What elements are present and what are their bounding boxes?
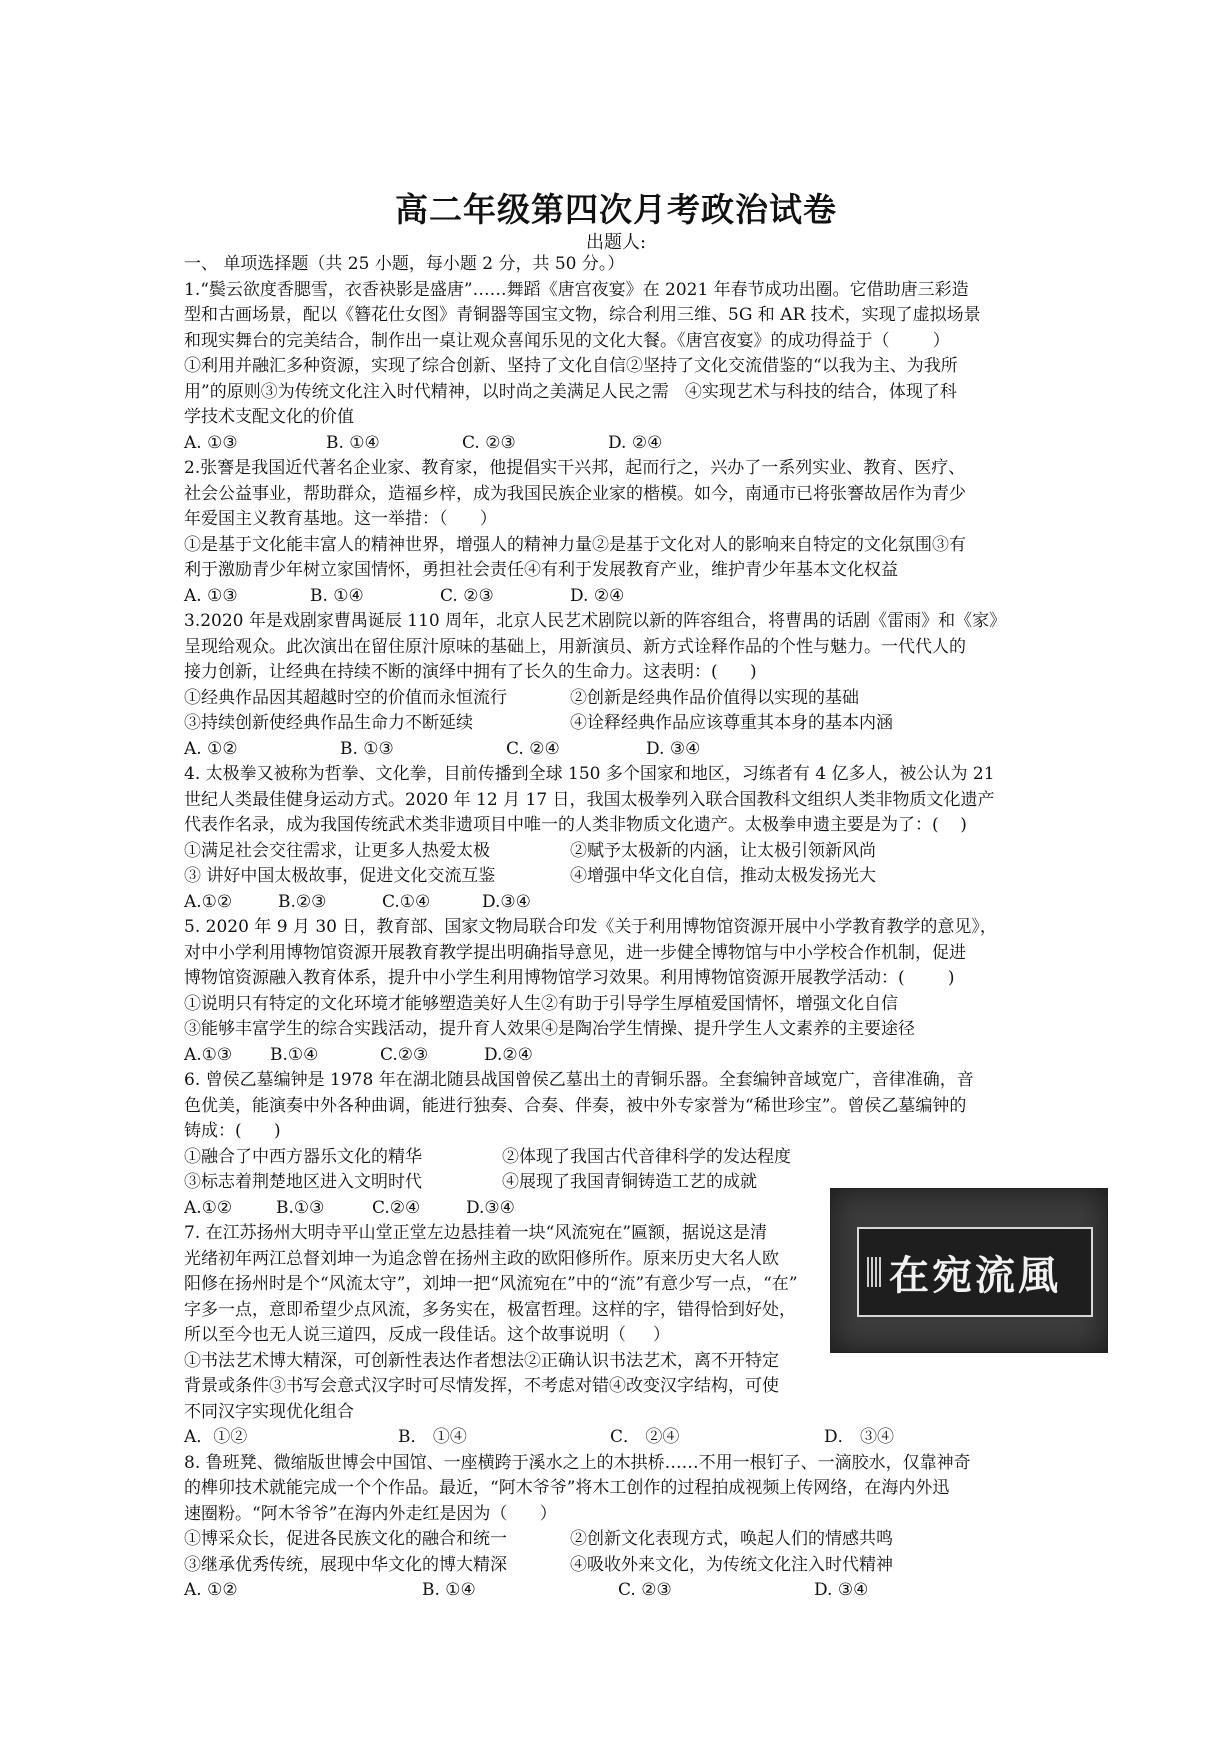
question-text-line: 4. 太极拳又被称为哲拳、文化拳，目前传播到全球 150 多个国家和地区，习练者有 4 亿多人，被公认为 21 — [184, 764, 995, 784]
question-text-line: 铸成：( ) — [184, 1121, 281, 1141]
statement-2: ②创新文化表现方式，唤起人们的情感共鸣 — [570, 1529, 893, 1549]
statement-row — [184, 686, 1046, 712]
question-text-line: 5. 2020 年 9 月 30 日，教育部、国家文物局联合印发《关于利用博物馆资源开展中小学教育教学的意见》， — [184, 917, 997, 937]
option-b: B.①③ — [276, 1197, 325, 1218]
question-text-line: 1.“鬓云欲度香腮雪，衣香袂影是盛唐”……舞蹈《唐宫夜宴》在 2021 年春节成功出圈。它借助唐三彩造 — [184, 279, 969, 300]
question-text-line: 和现实舞台的完美结合，制作出一桌让观众喜闻乐见的文化大餐。《唐宫夜宴》的成功得益于（ ） — [184, 330, 950, 351]
option-a: A. ①③ — [184, 432, 238, 453]
question-text-line: 6. 曾侯乙墓编钟是 1978 年在湖北随县战国曾侯乙墓出土的青铜乐器。全套编钟音域宽广，音律准确，音 — [184, 1070, 974, 1090]
question-text-line: 博物馆资源融入教育体系，提升中小学生利用博物馆学习效果。利用博物馆资源开展教学活动：( ) — [184, 968, 955, 988]
answer-options — [184, 1578, 1046, 1604]
statement-row — [184, 1527, 1046, 1553]
option-a: A.①② — [184, 1197, 233, 1218]
statement-row — [184, 839, 1046, 865]
statement-line: 背景或条件③书写会意式汉字时可尽情发挥，不考虑对错④改变汉字结构，可使 — [184, 1376, 779, 1396]
statement-4: ④展现了我国青铜铸造工艺的成就 — [502, 1172, 757, 1192]
option-c: C. ②③ — [462, 432, 516, 453]
answer-options — [184, 1043, 1046, 1069]
question-text-line: 8. 鲁班凳、微缩版世博会中国馆、一座横跨于溪水之上的木拱桥……不用一根钉子、一滴胶水，仅靠神奇 — [184, 1452, 971, 1473]
plaque-photo — [830, 1188, 1108, 1353]
question-text-line: 所以至今也无人说三道四，反成一段佳话。这个故事说明（ ） — [184, 1325, 671, 1345]
statement-2: ②赋予太极新的内涵，让太极引领新风尚 — [570, 840, 876, 861]
statement-4: ④诠释经典作品应该尊重其本身的基本内涵 — [570, 713, 893, 733]
statement-row — [184, 1553, 1046, 1579]
option-b: B. ①④ — [310, 585, 364, 606]
statement-4: ④增强中华文化自信，推动太极发扬光大 — [570, 866, 876, 886]
statement-2: ②体现了我国古代音律科学的发达程度 — [502, 1146, 791, 1167]
statement-row — [184, 1145, 1046, 1171]
statement-line: 用”的原则③为传统文化注入时代精神，以时尚之美满足人民之需 ④实现艺术与科技的结合，体现了科 — [184, 381, 957, 402]
option-d: D.②④ — [484, 1044, 533, 1065]
question-text-line: 阳修在扬州时是个“风流太守”，刘坤一把“风流宛在”中的“流”有意少写一点，“在” — [184, 1274, 798, 1294]
statement-row — [184, 864, 1046, 890]
question-1 — [184, 278, 1046, 457]
option-c: C.②③ — [380, 1044, 429, 1065]
statement-line: ①说明只有特定的文化环境才能够塑造美好人生②有助于引导学生厚植爱国情怀，增强文化自信 — [184, 993, 898, 1014]
option-b: B． ①④ — [398, 1427, 467, 1447]
question-8 — [184, 1451, 1046, 1604]
option-a: A.①② — [184, 891, 233, 912]
section-heading: 一、 单项选择题（共 25 小题，每小题 2 分，共 50 分。） — [184, 254, 625, 274]
question-text-line: 3.2020 年是戏剧家曹禺诞辰 110 周年，北京人民艺术剧院以新的阵容组合，将曹禺的话剧《雷雨》和《家》 — [184, 611, 1007, 631]
option-c: C.②④ — [372, 1197, 421, 1218]
question-text-line: 代表作名录，成为我国传统武术类非遗项目中唯一的人类非物质文化遗产。太极拳申遗主要是为了：( ) — [184, 815, 967, 835]
option-d: D. ③④ — [646, 738, 701, 759]
question-5 — [184, 915, 1046, 1068]
question-text-line: 社会公益事业，帮助群众，造福乡梓，成为我国民族企业家的楷模。如今，南通市已将张謇故居作为青少 — [184, 483, 966, 504]
option-c: C. ②③ — [440, 585, 494, 606]
option-c: C.①④ — [382, 891, 431, 912]
option-b: B. ①③ — [340, 738, 394, 759]
option-d: D. ③④ — [814, 1580, 869, 1600]
exam-content — [184, 252, 1046, 1604]
option-b: B.①④ — [270, 1044, 319, 1065]
question-text-line: 的榫卯技术就能完成一个个作品。最近，“阿木爷爷”将木工创作的过程拍成视频上传网络，在海内外迅 — [184, 1478, 950, 1498]
option-d: D. ②④ — [570, 585, 625, 606]
option-b: B. ①④ — [326, 432, 380, 453]
statement-1: ①博采众长，促进各民族文化的融合和统一 — [184, 1529, 507, 1549]
option-a: A. ①② — [184, 738, 238, 759]
answer-options — [184, 431, 1046, 457]
answer-options — [184, 1425, 1046, 1451]
option-c: C. ②④ — [506, 738, 560, 759]
option-a: A.①③ — [184, 1044, 233, 1065]
statement-line: 利于激励青少年树立家国情怀，勇担社会责任④有利于发展教育产业，维护青少年基本文化权益 — [184, 560, 898, 580]
plaque-inscription: 在宛流風 — [889, 1251, 1061, 1299]
statement-line: ③能够丰富学生的综合实践活动，提升育人效果④是陶冶学生情操、提升学生人文素养的主要途径 — [184, 1019, 915, 1039]
option-d: D. ②④ — [608, 432, 663, 453]
statement-2: ②创新是经典作品价值得以实现的基础 — [570, 687, 859, 708]
question-text-line: 世纪人类最佳健身运动方式。2020 年 12 月 17 日，我国太极拳列入联合国教科文组织人类非物质文化遗产 — [184, 789, 995, 810]
question-text-line: 型和古画场景，配以《簪花仕女图》青铜器等国宝文物，综合利用三维、5G 和 AR 技术，实现了虚拟场景 — [184, 305, 981, 325]
option-a: A. ①② — [184, 1580, 238, 1600]
statement-line: 不同汉字实现优化组合 — [184, 1401, 354, 1422]
statement-line: ①利用并融汇多种资源，实现了综合创新、坚持了文化自信②坚持了文化交流借鉴的“以我为主、为我所 — [184, 356, 958, 376]
exam-title: 高二年级第四次月考政治试卷 — [395, 190, 837, 229]
question-text-line: 光绪初年两江总督刘坤一为追念曾在扬州主政的欧阳修所作。原来历史大名人欧 — [184, 1248, 779, 1269]
statement-1: ①经典作品因其超越时空的价值而永恒流行 — [184, 687, 507, 708]
answer-options — [184, 584, 1046, 610]
question-text-line: 接力创新，让经典在持续不断的演绎中拥有了长久的生命力。这表明：( ) — [184, 662, 757, 682]
statement-3: ③ 讲好中国太极故事，促进文化交流互鉴 — [184, 866, 496, 886]
statement-line: ①书法艺术博大精深，可创新性表达作者想法②正确认识书法艺术，离不开特定 — [184, 1350, 779, 1371]
option-b: B. ①④ — [422, 1580, 476, 1600]
question-text-line: 7. 在江苏扬州大明寺平山堂正堂左边悬挂着一块“风流宛在”匾额，据说这是清 — [184, 1223, 768, 1243]
option-d: D.③④ — [482, 891, 531, 912]
question-text-line: 色优美，能演奏中外各种曲调，能进行独奏、合奏、伴奏，被中外专家誉为“稀世珍宝”。曾侯乙墓编钟的 — [184, 1095, 967, 1116]
question-text-line: 对中小学利用博物馆资源开展教育教学提出明确指导意见，进一步健全博物馆与中小学校合作机制，促进 — [184, 942, 966, 963]
plaque-seal-decoration — [867, 1257, 881, 1287]
statement-row — [184, 711, 1046, 737]
option-d: D.③④ — [466, 1197, 515, 1218]
option-c: C． ②④ — [610, 1427, 680, 1447]
question-text-line: 呈现给观众。此次演出在留住原汁原味的基础上，用新演员、新方式诠释作品的个性与魅力。一代代人的 — [184, 636, 966, 657]
author-label: 出题人: — [585, 232, 647, 253]
question-3 — [184, 609, 1046, 762]
statement-1: ①满足社会交往需求，让更多人热爱太极 — [184, 840, 490, 861]
option-a: A．①② — [184, 1427, 248, 1447]
option-d: D． ③④ — [824, 1427, 895, 1447]
question-text-line: 速圈粉。“阿木爷爷”在海内外走红是因为（ ） — [184, 1503, 557, 1524]
statement-4: ④吸收外来文化，为传统文化注入时代精神 — [570, 1554, 893, 1575]
question-4 — [184, 762, 1046, 915]
statement-1: ①融合了中西方器乐文化的精华 — [184, 1146, 422, 1167]
option-c: C. ②③ — [618, 1580, 672, 1600]
answer-options — [184, 890, 1046, 916]
option-b: B.②③ — [278, 891, 327, 912]
option-a: A. ①③ — [184, 585, 238, 606]
question-2 — [184, 456, 1046, 609]
statement-line: 学技术支配文化的价值 — [184, 407, 354, 427]
question-text-line: 年爱国主义教育基地。这一举措：（ ） — [184, 509, 497, 529]
question-text-line: 2.张謇是我国近代著名企业家、教育家，他提倡实干兴邦，起而行之，兴办了一系列实业、教育、医疗、 — [184, 458, 966, 478]
statement-3: ③标志着荆楚地区进入文明时代 — [184, 1172, 422, 1192]
plaque-board — [857, 1227, 1093, 1317]
statement-3: ③继承优秀传统，展现中华文化的博大精深 — [184, 1554, 507, 1575]
question-text-line: 字多一点，意即希望少点风流，多务实在，极富哲理。这样的字，错得恰到好处， — [184, 1299, 796, 1320]
statement-3: ③持续创新使经典作品生命力不断延续 — [184, 713, 473, 733]
answer-options — [184, 737, 1046, 763]
statement-line: ①是基于文化能丰富人的精神世界，增强人的精神力量②是基于文化对人的影响来自特定的文化氛围③有 — [184, 534, 966, 555]
